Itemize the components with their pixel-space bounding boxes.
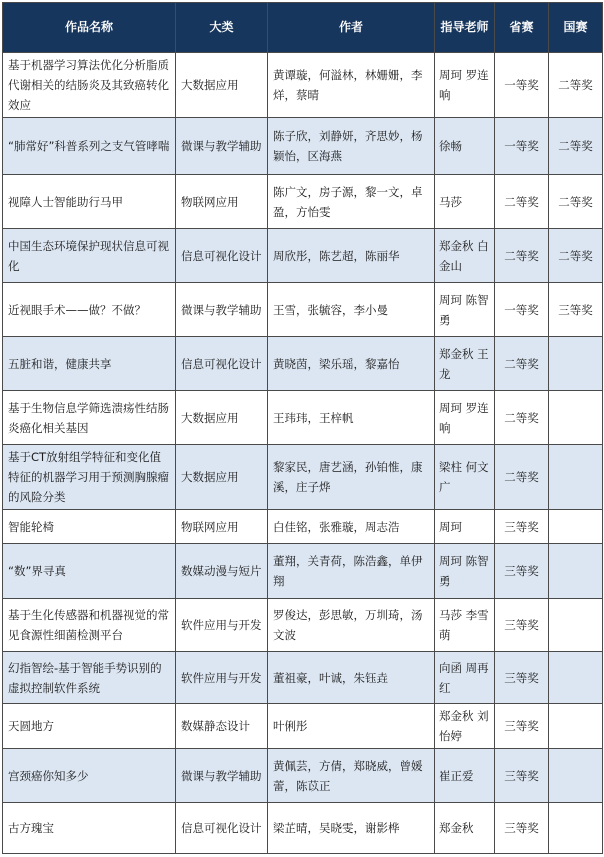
table-row bbox=[3, 704, 603, 749]
work-name: 幻指智绘-基于智能手势识别的虚拟控制软件系统 bbox=[3, 652, 176, 704]
provincial-award: 二等奖 bbox=[495, 337, 549, 391]
authors: 陈子欣，刘静妍，齐思妙，杨颖怡，区海燕 bbox=[268, 118, 435, 175]
category: 物联网应用 bbox=[176, 175, 268, 229]
national-award bbox=[549, 599, 603, 652]
advisor: 周珂 bbox=[435, 510, 495, 544]
work-name: 五脏和谐，健康共享 bbox=[3, 337, 176, 391]
provincial-award: 二等奖 bbox=[495, 175, 549, 229]
work-name: “数”界寻真 bbox=[3, 544, 176, 599]
work-name: “肺常好”科普系列之支气管哮喘 bbox=[3, 118, 176, 175]
work-name: 基于CT放射组学特征和变化值特征的机器学习用于预测胸腺瘤的风险分类 bbox=[3, 445, 176, 510]
category: 信息可视化设计 bbox=[176, 803, 268, 854]
header-national: 国赛 bbox=[549, 3, 603, 53]
header-provincial: 省赛 bbox=[495, 3, 549, 53]
advisor: 周珂 陈智勇 bbox=[435, 544, 495, 599]
advisor: 郑金秋 白金山 bbox=[435, 229, 495, 283]
advisor: 周珂 罗连响 bbox=[435, 391, 495, 445]
table-row bbox=[3, 652, 603, 704]
table-row bbox=[3, 445, 603, 510]
work-name: 智能轮椅 bbox=[3, 510, 176, 544]
header-authors: 作者 bbox=[268, 3, 435, 53]
advisor: 马莎 bbox=[435, 175, 495, 229]
category: 微课与教学辅助 bbox=[176, 283, 268, 337]
authors: 王雪，张毓容，李小曼 bbox=[268, 283, 435, 337]
category: 微课与教学辅助 bbox=[176, 749, 268, 803]
advisor: 梁柱 何文广 bbox=[435, 445, 495, 510]
table-row bbox=[3, 599, 603, 652]
authors: 陈广文，房子源，黎一文，卓盈，方怡雯 bbox=[268, 175, 435, 229]
header-row bbox=[3, 3, 603, 53]
authors: 黄谭璇，何溢林，林姗姗，李烊，蔡晴 bbox=[268, 53, 435, 118]
national-award bbox=[549, 337, 603, 391]
provincial-award: 三等奖 bbox=[495, 803, 549, 854]
national-award bbox=[549, 391, 603, 445]
header-name: 作品名称 bbox=[3, 3, 176, 53]
national-award bbox=[549, 544, 603, 599]
category: 信息可视化设计 bbox=[176, 229, 268, 283]
work-name: 基于机器学习算法优化分析脂质代谢相关的结肠炎及其致癌转化效应 bbox=[3, 53, 176, 118]
work-name: 近视眼手术——做？不做？ bbox=[3, 283, 176, 337]
national-award: 二等奖 bbox=[549, 118, 603, 175]
table-row bbox=[3, 283, 603, 337]
category: 大数据应用 bbox=[176, 445, 268, 510]
category: 物联网应用 bbox=[176, 510, 268, 544]
provincial-award: 三等奖 bbox=[495, 544, 549, 599]
table-row bbox=[3, 337, 603, 391]
work-name: 天圆地方 bbox=[3, 704, 176, 749]
authors: 董祖豪，叶诚，朱钰垚 bbox=[268, 652, 435, 704]
authors: 罗俊达，彭思敏，万圳琦，汤文波 bbox=[268, 599, 435, 652]
provincial-award: 三等奖 bbox=[495, 510, 549, 544]
work-name: 中国生态环境保护现状信息可视化 bbox=[3, 229, 176, 283]
table-row bbox=[3, 749, 603, 803]
authors: 董翔，关青荷，陈浩鑫，单伊翔 bbox=[268, 544, 435, 599]
category: 数媒动漫与短片 bbox=[176, 544, 268, 599]
table-row bbox=[3, 391, 603, 445]
header-advisor: 指导老师 bbox=[435, 3, 495, 53]
work-name: 基于生化传感器和机器视觉的常见食源性细菌检测平台 bbox=[3, 599, 176, 652]
provincial-award: 一等奖 bbox=[495, 53, 549, 118]
advisor: 向函 周再红 bbox=[435, 652, 495, 704]
national-award: 二等奖 bbox=[549, 53, 603, 118]
category: 数媒静态设计 bbox=[176, 704, 268, 749]
work-name: 宫颈癌你知多少 bbox=[3, 749, 176, 803]
advisor: 郑金秋 刘怡婷 bbox=[435, 704, 495, 749]
category: 大数据应用 bbox=[176, 53, 268, 118]
table-row bbox=[3, 175, 603, 229]
advisor: 徐畅 bbox=[435, 118, 495, 175]
advisor: 周珂 罗连响 bbox=[435, 53, 495, 118]
authors: 白佳铭，张雅璇，周志浩 bbox=[268, 510, 435, 544]
national-award: 三等奖 bbox=[549, 283, 603, 337]
category: 软件应用与开发 bbox=[176, 652, 268, 704]
table-row bbox=[3, 118, 603, 175]
table-row bbox=[3, 544, 603, 599]
provincial-award: 三等奖 bbox=[495, 749, 549, 803]
advisor: 郑金秋 bbox=[435, 803, 495, 854]
national-award bbox=[549, 510, 603, 544]
provincial-award: 二等奖 bbox=[495, 391, 549, 445]
provincial-award: 二等奖 bbox=[495, 445, 549, 510]
national-award bbox=[549, 803, 603, 854]
authors: 黄佩芸，方倩，郑晓威，曾媛蕾，陈苡正 bbox=[268, 749, 435, 803]
provincial-award: 一等奖 bbox=[495, 283, 549, 337]
provincial-award: 三等奖 bbox=[495, 704, 549, 749]
advisor: 郑金秋 王龙 bbox=[435, 337, 495, 391]
category: 微课与教学辅助 bbox=[176, 118, 268, 175]
authors: 黎家民，唐艺涵，孙铂惟，康溪，庄子烨 bbox=[268, 445, 435, 510]
awards-table bbox=[2, 2, 603, 854]
advisor: 马莎 李雪萌 bbox=[435, 599, 495, 652]
national-award bbox=[549, 704, 603, 749]
provincial-award: 三等奖 bbox=[495, 652, 549, 704]
table-row bbox=[3, 53, 603, 118]
category: 大数据应用 bbox=[176, 391, 268, 445]
table-row bbox=[3, 229, 603, 283]
table-row bbox=[3, 510, 603, 544]
authors: 王玮玮，王梓帆 bbox=[268, 391, 435, 445]
authors: 周欣彤，陈艺超，陈丽华 bbox=[268, 229, 435, 283]
provincial-award: 三等奖 bbox=[495, 599, 549, 652]
table-row bbox=[3, 803, 603, 854]
advisor: 崔正爱 bbox=[435, 749, 495, 803]
category: 软件应用与开发 bbox=[176, 599, 268, 652]
provincial-award: 一等奖 bbox=[495, 118, 549, 175]
category: 信息可视化设计 bbox=[176, 337, 268, 391]
authors: 叶俐彤 bbox=[268, 704, 435, 749]
work-name: 基于生物信息学筛选溃疡性结肠炎癌化相关基因 bbox=[3, 391, 176, 445]
work-name: 古方瑰宝 bbox=[3, 803, 176, 854]
header-category: 大类 bbox=[176, 3, 268, 53]
advisor: 周珂 陈智勇 bbox=[435, 283, 495, 337]
national-award bbox=[549, 749, 603, 803]
provincial-award: 二等奖 bbox=[495, 229, 549, 283]
authors: 黄晓茵，梁乐瑶，黎嘉怡 bbox=[268, 337, 435, 391]
national-award: 二等奖 bbox=[549, 229, 603, 283]
national-award bbox=[549, 652, 603, 704]
national-award: 二等奖 bbox=[549, 175, 603, 229]
work-name: 视障人士智能助行马甲 bbox=[3, 175, 176, 229]
authors: 梁芷晴，吴晓雯，谢影桦 bbox=[268, 803, 435, 854]
national-award bbox=[549, 445, 603, 510]
